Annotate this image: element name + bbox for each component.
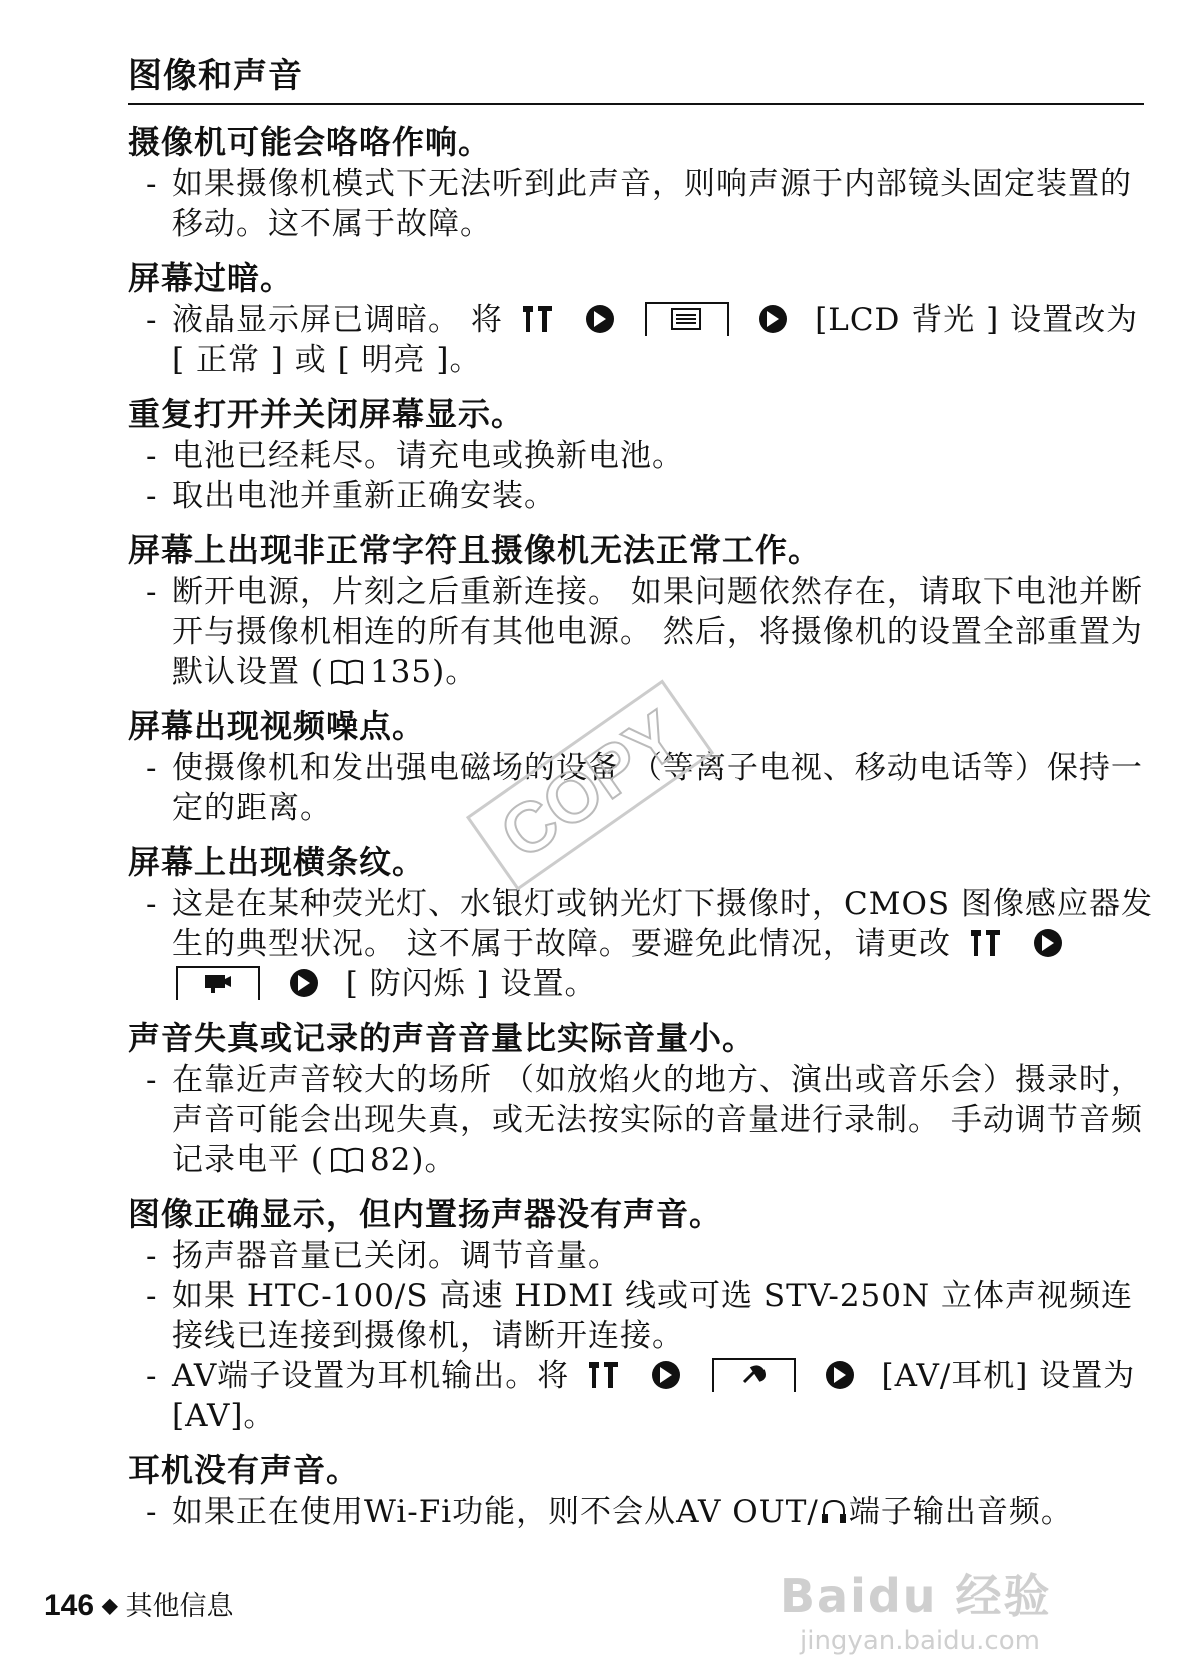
item-text: 端子输出音频。 xyxy=(848,1494,1073,1530)
list-item: - 电池已经耗尽。请充电或换新电池。 xyxy=(146,438,684,474)
item-text: 82)。 xyxy=(369,1142,457,1178)
item-text: [LCD 背光 ] 设置改为 [ 正常 ] 或 [ 明亮 ]。 xyxy=(172,302,1139,378)
section-title: 图像正确显示，但内置扬声器没有声音。 xyxy=(128,1195,723,1233)
arrow-right-icon xyxy=(1033,928,1065,958)
list-item: - 如果 HTC-100/S 高速 HDMI 线或可选 STV-250N 立体声视频连接线已连接到摄像机，请断开连接。 xyxy=(146,1278,1133,1354)
item-text: 使摄像机和发出强电磁场的设备 （等离子电视、移动电话等）保持一定的距离。 xyxy=(172,750,1143,826)
baidu-watermark xyxy=(780,1560,1052,1656)
section-screen-flicker xyxy=(128,392,1158,516)
book-reference-icon xyxy=(330,1146,364,1174)
section-screen-dark xyxy=(128,256,1158,380)
section-title: 屏幕过暗。 xyxy=(128,259,294,297)
wrench-tab-icon xyxy=(712,1358,796,1392)
section-sound-distorted xyxy=(128,1016,1158,1180)
list-item: - 在靠近声音较大的场所 （如放焰火的地方、演出或音乐会）摄录时，声音可能会出现失真，或无法按实际的音量进行录制。 手动调节音频记录电平 ( 82)。 xyxy=(146,1062,1143,1178)
tools-menu-icon xyxy=(520,304,554,334)
item-text: 如果正在使用Wi-Fi功能，则不会从AV OUT/ xyxy=(172,1494,819,1530)
item-text: [ 防闪烁 ] 设置。 xyxy=(345,966,597,1002)
item-text: 电池已经耗尽。请充电或换新电池。 xyxy=(172,438,684,474)
list-item: - 如果正在使用Wi-Fi功能，则不会从AV OUT/ 端子输出音频。 xyxy=(146,1494,1073,1530)
baidu-logo: Baidu 经验 xyxy=(780,1569,1052,1623)
diamond-icon: ◆ xyxy=(102,1595,118,1617)
page-header xyxy=(128,48,1144,105)
arrow-right-icon xyxy=(825,1360,857,1390)
section-horizontal-stripes xyxy=(128,840,1158,1004)
item-text: 断开电源，片刻之后重新连接。 如果问题依然存在，请取下电池并断开与摄像机相连的所有其他电源。 然后，将摄像机的设置全部重置为默认设置 ( xyxy=(172,574,1143,690)
tools-menu-icon xyxy=(586,1360,620,1390)
book-reference-icon xyxy=(330,658,364,686)
item-text: 135)。 xyxy=(369,654,478,690)
item-text: 液晶显示屏已调暗。 将 xyxy=(172,302,503,338)
section-title: 声音失真或记录的声音音量比实际音量小。 xyxy=(128,1019,756,1057)
list-item: - AV端子设置为耳机输出。将 [AV/耳机] 设置为 [AV]。 xyxy=(146,1358,1136,1434)
section-rattle xyxy=(128,120,1158,244)
list-item: - 如果摄像机模式下无法听到此声音，则响声源于内部镜头固定装置的移动。这不属于故障。 xyxy=(146,166,1132,242)
header-title: 图像和声音 xyxy=(128,56,303,96)
section-title: 屏幕上出现横条纹。 xyxy=(128,843,426,881)
item-text: 扬声器音量已关闭。调节音量。 xyxy=(172,1238,620,1274)
copy-watermark: COPY xyxy=(466,679,715,891)
section-title: 屏幕出现视频噪点。 xyxy=(128,707,426,745)
headphone-icon xyxy=(821,1498,847,1526)
item-text: 取出电池并重新正确安装。 xyxy=(172,478,556,514)
item-text: [AV/耳机] 设置为 [AV]。 xyxy=(172,1358,1136,1434)
settings-tab-icon xyxy=(645,302,729,336)
list-item: - 使摄像机和发出强电磁场的设备 （等离子电视、移动电话等）保持一定的距离。 xyxy=(146,750,1143,826)
camera-tab-icon xyxy=(176,966,260,1000)
item-text: 这是在某种荧光灯、水银灯或钠光灯下摄像时，CMOS 图像感应器发生的典型状况。 这不属于故障。要避免此情况，请更改 xyxy=(172,886,1153,962)
section-title: 重复打开并关闭屏幕显示。 xyxy=(128,395,525,433)
item-text: 如果摄像机模式下无法听到此声音，则响声源于内部镜头固定装置的移动。这不属于故障。 xyxy=(172,166,1132,242)
footer-label: 其他信息 xyxy=(125,1591,234,1622)
arrow-right-icon xyxy=(289,968,321,998)
item-text: AV端子设置为耳机输出。将 xyxy=(172,1358,570,1394)
list-item: - 取出电池并重新正确安装。 xyxy=(146,478,556,514)
section-no-speaker-sound xyxy=(128,1192,1158,1436)
arrow-right-icon xyxy=(651,1360,683,1390)
tools-menu-icon xyxy=(968,928,1002,958)
page-footer xyxy=(44,1584,233,1623)
item-text: 如果 HTC-100/S 高速 HDMI 线或可选 STV-250N 立体声视频连接线已连接到摄像机，请断开连接。 xyxy=(172,1278,1133,1354)
list-item: - 这是在某种荧光灯、水银灯或钠光灯下摄像时，CMOS 图像感应器发生的典型状况。 这不属于故障。要避免此情况，请更改 [ 防闪烁 ] 设置。 xyxy=(146,886,1153,1002)
arrow-right-icon xyxy=(758,304,790,334)
list-item: - 扬声器音量已关闭。调节音量。 xyxy=(146,1238,620,1274)
section-title: 屏幕上出现非正常字符且摄像机无法正常工作。 xyxy=(128,531,822,569)
baidu-url: jingyan.baidu.com xyxy=(800,1626,1040,1656)
section-title: 耳机没有声音。 xyxy=(128,1451,360,1489)
section-title: 摄像机可能会咯咯作响。 xyxy=(128,123,492,161)
list-item: - 液晶显示屏已调暗。 将 [LCD 背光 ] 设置改为 [ 正常 ] 或 [ 明亮 ]。 xyxy=(146,302,1139,378)
list-item: - 断开电源，片刻之后重新连接。 如果问题依然存在，请取下电池并断开与摄像机相连的所有其他电源。 然后，将摄像机的设置全部重置为默认设置 ( 135)。 xyxy=(146,574,1143,690)
page-number: 146 xyxy=(44,1589,95,1622)
arrow-right-icon xyxy=(585,304,617,334)
item-text: 在靠近声音较大的场所 （如放焰火的地方、演出或音乐会）摄录时，声音可能会出现失真，或无法按实际的音量进行录制。 手动调节音频记录电平 ( xyxy=(172,1062,1143,1178)
section-abnormal-chars xyxy=(128,528,1158,692)
troubleshooting-content xyxy=(128,120,1158,1544)
section-no-headphone-sound xyxy=(128,1448,1158,1532)
